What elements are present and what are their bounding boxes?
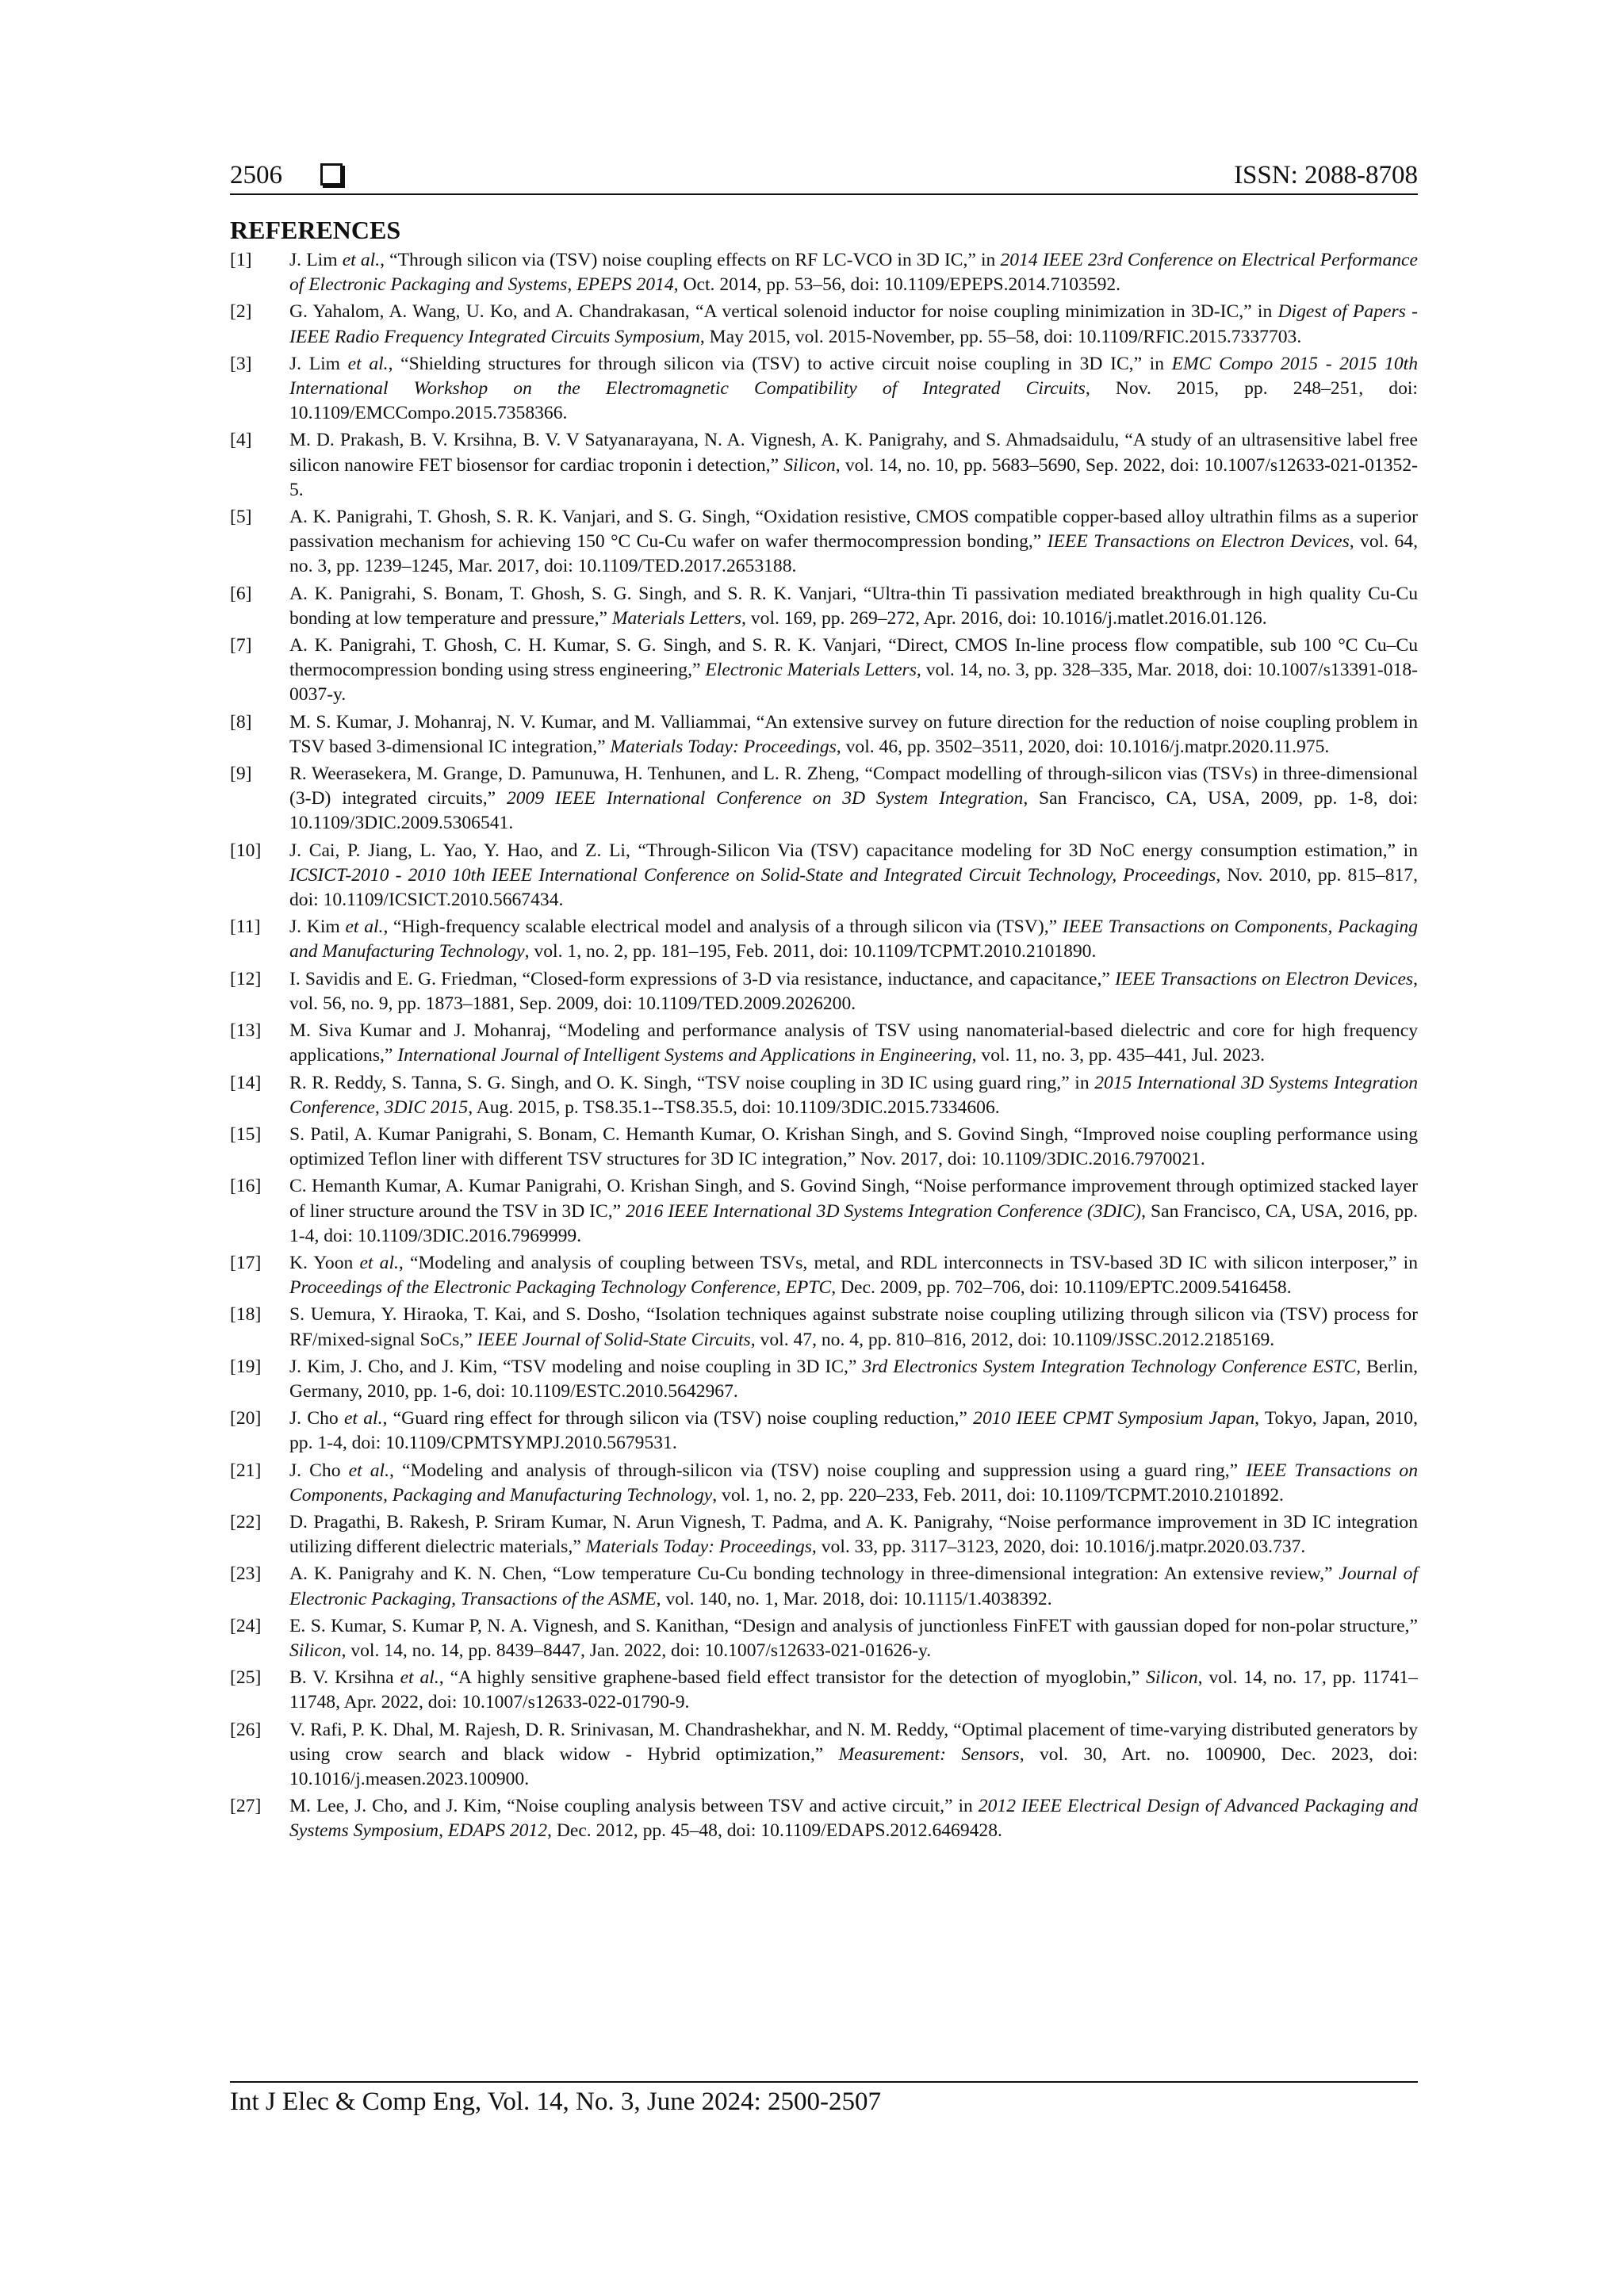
page-header: [230, 155, 1418, 190]
reference-number: [9]: [230, 763, 252, 785]
reference-segment: J. Cho: [289, 1408, 344, 1429]
reference-item: [230, 582, 1418, 631]
reference-item: [230, 839, 1418, 913]
reference-italic-segment: et al.: [342, 250, 381, 270]
header-rule: [230, 193, 1418, 195]
reference-number: [16]: [230, 1176, 262, 1197]
reference-segment: , Nov. 2010, pp. 815–817, doi: 10.1109/ICSICT.2010.5667434.: [289, 864, 1418, 911]
reference-item: [230, 967, 1418, 1016]
reference-italic-segment: Materials Letters: [611, 607, 742, 629]
reference-segment: , “Modeling and analysis of through-silicon via (TSV) noise coupling and suppression using a guard ring,”: [389, 1460, 1247, 1481]
reference-item: [230, 248, 1418, 297]
reference-segment: E. S. Kumar, S. Kumar P, N. A. Vignesh, and S. Kanithan, “Design and analysis of junctionless FinFET with gaussian doped for non-polar structure,”: [289, 1615, 1418, 1636]
reference-segment: , vol. 14, no. 3, pp. 328–335, Mar. 2018, doi: 10.1007/s13391-018-0037-y.: [289, 660, 1419, 706]
reference-italic-segment: Electronic Materials Letters: [705, 660, 917, 681]
reference-segment: A. K. Panigrahy and K. N. Chen, “Low temperature Cu-Cu bonding technology in three-dimensional integration: An extensive review,”: [289, 1563, 1339, 1585]
reference-italic-segment: Materials Today: Proceedings: [610, 736, 837, 757]
reference-item: [230, 1071, 1418, 1120]
reference-number: [1]: [230, 250, 252, 270]
reference-segment: , vol. 11, no. 3, pp. 435–441, Jul. 2023.: [971, 1045, 1266, 1066]
reference-segment: , Aug. 2015, p. TS8.35.1--TS8.35.5, doi: 10.1109/3DIC.2015.7334606.: [468, 1096, 1000, 1118]
reference-item: [230, 1794, 1418, 1843]
reference-number: [23]: [230, 1563, 262, 1585]
page-number: 2506: [230, 161, 282, 189]
reference-italic-segment: 2012 IEEE Electrical Design of Advanced Packaging and Systems Symposium, EDAPS 2012: [289, 1796, 1418, 1842]
reference-segment: Berlin, Germany, 2010, pp. 1-6, doi: 10.1109/ESTC.2010.5642967.: [289, 1356, 1418, 1402]
reference-segment: A. K. Panigrahi, T. Ghosh, S. R. K. Vanjari, and S. G. Singh, “Oxidation resistive, CMOS compatible copper-based alloy ultrathin films as a superior passivation mechanism for achieving 150 °C Cu-Cu wafer on wafer thermocompression bonding,”: [289, 507, 1418, 553]
reference-segment: , vol. 47, no. 4, pp. 810–816, 2012, doi: 10.1109/JSSC.2012.2185169.: [750, 1329, 1275, 1350]
footer-rule: [230, 2081, 1418, 2083]
reference-text: [289, 1459, 1418, 1508]
reference-text: [289, 839, 1418, 913]
reference-segment: , vol. 64, no. 3, pp. 1239–1245, Mar. 2017, doi: 10.1109/TED.2017.2653188.: [289, 531, 1418, 577]
reference-number: [11]: [230, 916, 261, 938]
reference-segment: S. Uemura, Y. Hiraoka, T. Kai, and S. Dosho, “Isolation techniques against substrate noise coupling utilizing through silicon via (TSV) process for RF/mixed-signal SoCs,”: [289, 1304, 1418, 1350]
reference-segment: , vol. 14, no. 17, pp. 11741–11748, Apr. 2022, doi: 10.1007/s12633-022-01790-9.: [289, 1667, 1418, 1713]
reference-segment: M. D. Prakash, B. V. Krsihna, B. V. V Satyanarayana, N. A. Vignesh, A. K. Panigrahy, and S. Ahmadsaidulu, “A study of an ultrasensitive label free silicon nanowire FET biosensor for cardiac troponin i detection,”: [289, 430, 1418, 476]
reference-text: [289, 1406, 1418, 1456]
reference-segment: , “A highly sensitive graphene-based field effect transistor for the detection of myoglobin,”: [439, 1667, 1147, 1689]
reference-italic-segment: Proceedings of the Electronic Packaging Technology Conference, EPTC: [289, 1277, 832, 1299]
reference-number: [18]: [230, 1304, 262, 1326]
reference-italic-segment: ICSICT-2010 - 2010 10th IEEE International Conference on Solid-State and Integrated Circuit Technology, Proceedings: [289, 864, 1216, 886]
reference-number: [6]: [230, 583, 252, 604]
reference-number: [3]: [230, 353, 252, 374]
reference-italic-segment: 2009 IEEE International Conference on 3D System Integration: [506, 788, 1024, 809]
reference-segment: , vol. 1, no. 2, pp. 220–233, Feb. 2011, doi: 10.1109/TCPMT.2010.2101892.: [712, 1484, 1284, 1506]
reference-segment: , vol. 56, no. 9, pp. 1873–1881, Sep. 2009, doi: 10.1109/TED.2009.2026200.: [289, 968, 1419, 1014]
reference-segment: A. K. Panigrahi, S. Bonam, T. Ghosh, S. G. Singh, and S. R. K. Vanjari, “Ultra-thin Ti passivation mediated breakthrough in high quality Cu-Cu bonding at low temperature and pressure,”: [289, 583, 1418, 629]
reference-text: [289, 915, 1418, 964]
reference-number: [5]: [230, 507, 252, 528]
reference-italic-segment: Journal of Electronic Packaging, Transactions of the ASME: [289, 1563, 1418, 1609]
reference-segment: , Nov. 2015, pp. 248–251, doi: 10.1109/EMCCompo.2015.7358366.: [289, 378, 1418, 424]
reference-italic-segment: et al.: [347, 353, 389, 374]
reference-text: [289, 505, 1418, 580]
reference-segment: J. Cai, P. Jiang, L. Yao, Y. Hao, and Z. Li, “Through-Silicon Via (TSV) capacitance modeling for 3D NoC energy consumption estimation,” in: [289, 840, 1418, 861]
reference-item: [230, 1123, 1418, 1172]
reference-segment: , “Shielding structures for through silicon via (TSV) to active circuit noise coupling in 3D IC,” in: [388, 353, 1172, 374]
reference-text: [289, 1071, 1418, 1120]
reference-italic-segment: 2016 IEEE International 3D Systems Integration Conference (3DIC): [626, 1200, 1142, 1222]
reference-text: [289, 1123, 1418, 1172]
reference-item: [230, 1303, 1418, 1352]
reference-italic-segment: IEEE Journal of Solid-State Circuits: [477, 1329, 751, 1350]
reference-segment: D. Pragathi, B. Rakesh, P. Sriram Kumar, N. Arun Vignesh, T. Padma, and A. K. Panigrahy, “Noise performance improvement in 3D IC integration utilizing different dielectric materials,”: [289, 1511, 1418, 1558]
reference-text: [289, 1251, 1418, 1300]
reference-segment: V. Rafi, P. K. Dhal, M. Rajesh, D. R. Srinivasan, M. Chandrashekhar, and N. M. Reddy, “Optimal placement of time-varying distributed generators by using crow search and black widow - Hybrid optimization,”: [289, 1719, 1418, 1765]
reference-text: [289, 1019, 1418, 1068]
reference-number: [21]: [230, 1460, 262, 1481]
section-title: REFERENCES: [230, 216, 401, 244]
reference-text: [289, 1355, 1418, 1404]
reference-italic-segment: IEEE Transactions on Components, Packaging and Manufacturing Technology: [289, 1460, 1418, 1506]
reference-italic-segment: Digest of Papers - IEEE Radio Frequency Integrated Circuits Symposium: [289, 301, 1418, 347]
reference-text: [289, 633, 1418, 708]
reference-segment: , Oct. 2014, pp. 53–56, doi: 10.1109/EPEPS.2014.7103592.: [673, 274, 1121, 296]
reference-italic-segment: 2014 IEEE 23rd Conference on Electrical Performance of Electronic Packaging and Systems, EPEPS 2014: [289, 250, 1418, 296]
reference-number: [27]: [230, 1796, 262, 1817]
reference-item: [230, 710, 1418, 760]
reference-segment: K. Yoon: [289, 1252, 360, 1273]
reference-italic-segment: IEEE Transactions on Electron Devices: [1047, 531, 1350, 553]
reference-segment: , vol. 169, pp. 269–272, Apr. 2016, doi: 10.1016/j.matlet.2016.01.126.: [741, 607, 1267, 629]
reference-item: [230, 1406, 1418, 1456]
reference-item: [230, 352, 1418, 427]
reference-number: [10]: [230, 840, 262, 861]
reference-number: [19]: [230, 1356, 262, 1377]
reference-segment: B. V. Krsihna: [289, 1667, 400, 1689]
reference-item: [230, 1614, 1418, 1663]
reference-italic-segment: Materials Today: Proceedings: [585, 1536, 812, 1558]
reference-text: [289, 967, 1418, 1016]
reference-number: [2]: [230, 301, 252, 323]
reference-number: [14]: [230, 1072, 262, 1093]
reference-item: [230, 1666, 1418, 1715]
reference-segment: , “Modeling and analysis of coupling between TSVs, metal, and RDL interconnects in TSV-based 3D IC with silicon interposer,” in: [398, 1252, 1418, 1273]
reference-text: [289, 300, 1418, 349]
reference-number: [13]: [230, 1020, 262, 1042]
reference-segment: , May 2015, vol. 2015-November, pp. 55–58, doi: 10.1109/RFIC.2015.7337703.: [699, 326, 1302, 347]
reference-italic-segment: Silicon: [1146, 1667, 1198, 1689]
reference-number: [8]: [230, 711, 252, 733]
reference-segment: , vol. 14, no. 14, pp. 8439–8447, Jan. 2022, doi: 10.1007/s12633-021-01626-y.: [341, 1640, 932, 1661]
issn: ISSN: 2088-8708: [1234, 161, 1418, 189]
reference-segment: M. Lee, J. Cho, and J. Kim, “Noise coupling analysis between TSV and active circuit,” in: [289, 1796, 979, 1817]
reference-segment: , vol. 14, no. 10, pp. 5683–5690, Sep. 2022, doi: 10.1007/s12633-021-01352-5.: [289, 454, 1418, 500]
reference-italic-segment: Measurement: Sensors: [838, 1743, 1020, 1765]
reference-item: [230, 1510, 1418, 1559]
reference-text: [289, 1718, 1418, 1793]
reference-item: [230, 1459, 1418, 1508]
reference-segment: C. Hemanth Kumar, A. Kumar Panigrahi, O. Krishan Singh, and S. Govind Singh, “Noise performance improvement through optimized stacked layer of liner structure around the TSV in 3D IC,”: [289, 1176, 1418, 1222]
reference-item: [230, 915, 1418, 964]
reference-text: [289, 762, 1418, 836]
reference-item: [230, 762, 1418, 836]
reference-item: [230, 1174, 1418, 1249]
reference-number: [25]: [230, 1667, 262, 1689]
reference-item: [230, 1355, 1418, 1404]
reference-text: [289, 1174, 1418, 1249]
reference-item: [230, 1562, 1418, 1611]
reference-segment: A. K. Panigrahi, T. Ghosh, C. H. Kumar, S. G. Singh, and S. R. K. Vanjari, “Direct, CMOS In-line process flow compatible, sub 100 °C Cu–Cu thermocompression bonding using stress engineering,”: [289, 635, 1418, 681]
reference-segment: , Dec. 2009, pp. 702–706, doi: 10.1109/EPTC.2009.5416458.: [831, 1277, 1292, 1299]
reference-text: [289, 1614, 1418, 1663]
reference-number: [12]: [230, 968, 262, 989]
square-icon: [320, 163, 343, 186]
reference-segment: J. Kim: [289, 916, 346, 938]
reference-italic-segment: Silicon: [289, 1640, 342, 1661]
reference-segment: J. Kim, J. Cho, and J. Kim, “TSV modeling and noise coupling in 3D IC,”: [289, 1356, 863, 1377]
reference-text: [289, 1510, 1418, 1559]
reference-number: [22]: [230, 1511, 262, 1533]
reference-item: [230, 428, 1418, 503]
reference-text: [289, 428, 1418, 503]
reference-number: [7]: [230, 635, 252, 656]
reference-italic-segment: et al.: [343, 1408, 383, 1429]
reference-segment: , San Francisco, CA, USA, 2009, pp. 1-8, doi: 10.1109/3DIC.2009.5306541.: [289, 788, 1418, 834]
reference-italic-segment: Silicon: [783, 454, 836, 476]
reference-text: [289, 710, 1418, 760]
reference-segment: S. Patil, A. Kumar Panigrahi, S. Bonam, C. Hemanth Kumar, O. Krishan Singh, and S. Govind Singh, “Improved noise coupling performance using optimized Teflon liner with different TSV structures for 3D IC integration,” Nov. 2017, doi: 10.1109/3DIC.2016.7970021.: [289, 1123, 1418, 1170]
reference-item: [230, 1718, 1418, 1793]
reference-segment: , vol. 140, no. 1, Mar. 2018, doi: 10.1115/1.4038392.: [656, 1588, 1052, 1609]
reference-italic-segment: IEEE Transactions on Components, Packaging and Manufacturing Technology: [289, 916, 1418, 962]
reference-segment: , vol. 1, no. 2, pp. 181–195, Feb. 2011, doi: 10.1109/TCPMT.2010.2101890.: [524, 941, 1097, 962]
reference-text: [289, 352, 1418, 427]
reference-segment: R. R. Reddy, S. Tanna, S. G. Singh, and O. K. Singh, “TSV noise coupling in 3D IC using guard ring,” in: [289, 1072, 1095, 1093]
reference-segment: , vol. 46, pp. 3502–3511, 2020, doi: 10.1016/j.matpr.2020.11.975.: [836, 736, 1330, 757]
reference-italic-segment: IEEE Transactions on Electron Devices: [1115, 968, 1414, 989]
reference-number: [24]: [230, 1615, 262, 1636]
reference-item: [230, 1019, 1418, 1068]
reference-segment: , “Through silicon via (TSV) noise coupling effects on RF LC-VCO in 3D IC,” in: [380, 250, 1001, 270]
reference-italic-segment: et al.: [359, 1252, 399, 1273]
reference-segment: , San Francisco, CA, USA, 2016, pp. 1-4, doi: 10.1109/3DIC.2016.7969999.: [289, 1200, 1419, 1246]
reference-segment: M. Siva Kumar and J. Mohanraj, “Modeling and performance analysis of TSV using nanomaterial-based dielectric and core for high frequency applications,”: [289, 1020, 1418, 1066]
reference-italic-segment: et al.: [348, 1460, 389, 1481]
reference-italic-segment: et al.: [400, 1667, 439, 1689]
reference-text: [289, 1794, 1418, 1843]
reference-number: [26]: [230, 1719, 262, 1740]
reference-segment: J. Lim: [289, 250, 343, 270]
reference-item: [230, 633, 1418, 708]
reference-italic-segment: 2010 IEEE CPMT Symposium Japan: [973, 1408, 1255, 1429]
reference-italic-segment: International Journal of Intelligent Systems and Applications in Engineering: [397, 1045, 972, 1066]
reference-segment: , “High-frequency scalable electrical model and analysis of a through silicon via (TSV),”: [383, 916, 1063, 938]
reference-list: [230, 248, 1418, 1846]
header-left: [230, 161, 343, 190]
reference-segment: J. Lim: [289, 353, 348, 374]
reference-segment: I. Savidis and E. G. Friedman, “Closed-form expressions of 3-D via resistance, inductance, and capacitance,”: [289, 968, 1115, 989]
reference-segment: , vol. 33, pp. 3117–3123, 2020, doi: 10.1016/j.matpr.2020.03.737.: [811, 1536, 1306, 1558]
reference-number: [20]: [230, 1408, 262, 1429]
reference-item: [230, 505, 1418, 580]
reference-segment: M. S. Kumar, J. Mohanraj, N. V. Kumar, and M. Valliammai, “An extensive survey on future direction for the reduction of noise coupling problem in TSV based 3-dimensional IC integration,”: [289, 711, 1418, 757]
reference-text: [289, 1562, 1418, 1611]
reference-number: [4]: [230, 430, 252, 451]
footer-citation: Int J Elec & Comp Eng, Vol. 14, No. 3, June 2024: 2500-2507: [230, 2087, 882, 2116]
reference-italic-segment: 2015 International 3D Systems Integration Conference, 3DIC 2015: [289, 1072, 1418, 1118]
reference-text: [289, 582, 1418, 631]
reference-text: [289, 248, 1418, 297]
reference-text: [289, 1666, 1418, 1715]
reference-segment: G. Yahalom, A. Wang, U. Ko, and A. Chandrakasan, “A vertical solenoid inductor for noise coupling minimization in 3D-IC,” in: [289, 301, 1278, 323]
reference-italic-segment: et al.: [345, 916, 384, 938]
reference-segment: J. Cho: [289, 1460, 349, 1481]
reference-segment: , vol. 30, Art. no. 100900, Dec. 2023, doi: 10.1016/j.measen.2023.100900.: [289, 1743, 1419, 1789]
reference-item: [230, 300, 1418, 349]
reference-number: [15]: [230, 1123, 262, 1145]
reference-italic-segment: EMC Compo 2015 - 2015 10th International Workshop on the Electromagnetic Compatibility of Integrated Circuits: [289, 353, 1418, 400]
reference-item: [230, 1251, 1418, 1300]
reference-segment: R. Weerasekera, M. Grange, D. Pamunuwa, H. Tenhunen, and L. R. Zheng, “Compact modelling of through-silicon vias (TSVs) in three-dimensional (3-D) integrated circuits,”: [289, 763, 1418, 809]
reference-number: [17]: [230, 1252, 262, 1273]
reference-segment: , Dec. 2012, pp. 45–48, doi: 10.1109/EDAPS.2012.6469428.: [547, 1820, 1002, 1842]
reference-italic-segment: 3rd Electronics System Integration Technology Conference ESTC,: [862, 1356, 1362, 1377]
reference-text: [289, 1303, 1418, 1352]
reference-segment: , “Guard ring effect for through silicon via (TSV) noise coupling reduction,”: [382, 1408, 974, 1429]
reference-segment: , Tokyo, Japan, 2010, pp. 1-4, doi: 10.1109/CPMTSYMPJ.2010.5679531.: [289, 1408, 1418, 1454]
